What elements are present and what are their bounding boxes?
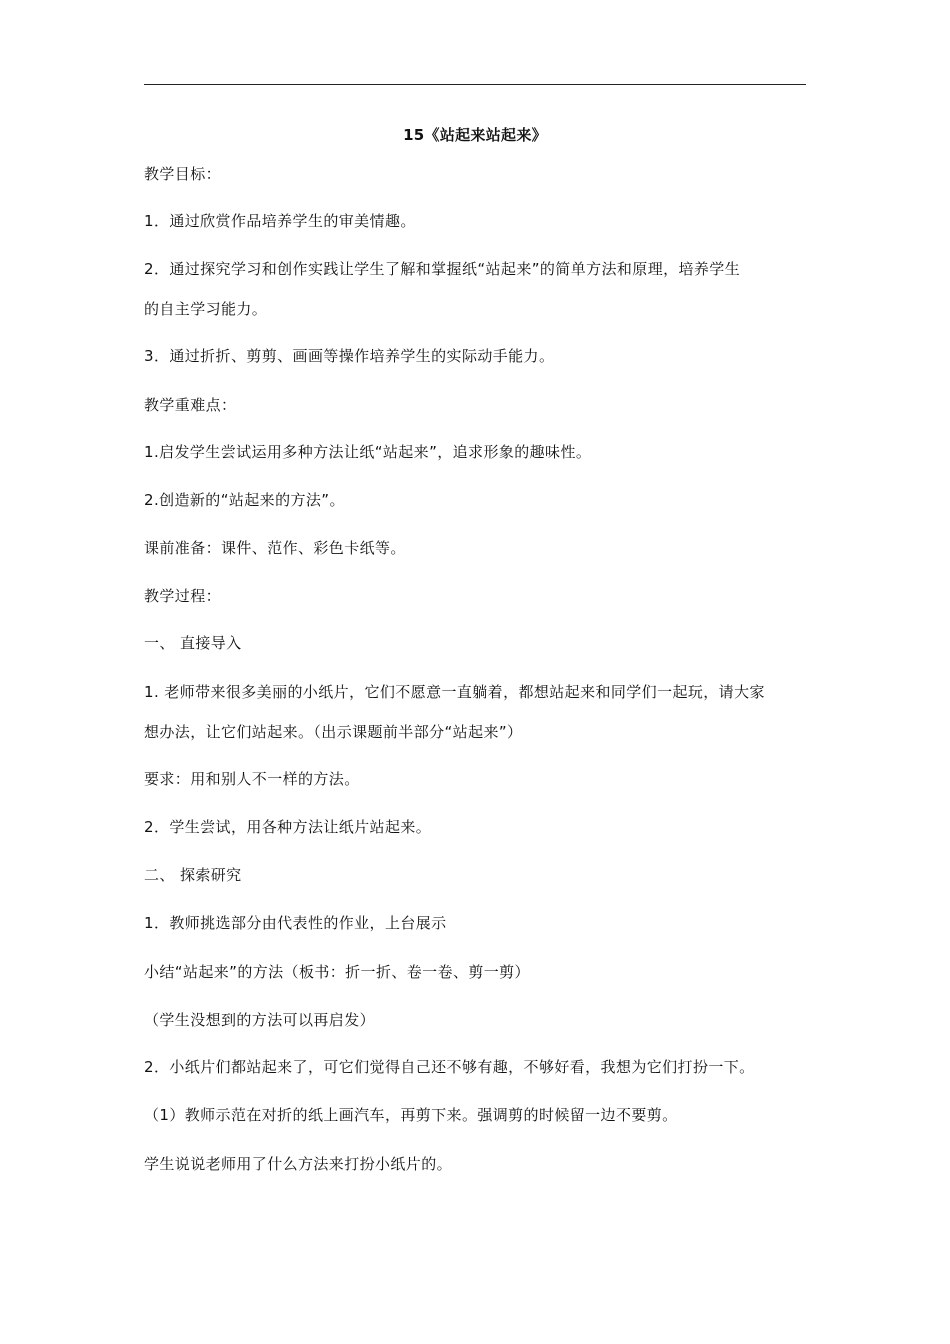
paragraph: 1．教师挑选部分由代表性的作业，上台展示	[144, 914, 447, 932]
paragraph: 的自主学习能力。	[144, 300, 268, 318]
paragraph: 2．学生尝试，用各种方法让纸片站起来。	[144, 818, 432, 836]
paragraph: 教学过程：	[144, 587, 222, 605]
paragraph: 学生说说老师用了什么方法来打扮小纸片的。	[144, 1155, 453, 1173]
paragraph: 2．通过探究学习和创作实践让学生了解和掌握纸“站起来”的简单方法和原理，培养学生	[144, 260, 741, 278]
paragraph: 1．通过欣赏作品培养学生的审美情趣。	[144, 212, 416, 230]
paragraph: 课前准备：课件、范作、彩色卡纸等。	[144, 539, 406, 557]
paragraph: 要求：用和别人不一样的方法。	[144, 770, 360, 788]
section-heading: 二、 探索研究	[144, 866, 242, 884]
section-heading: 一、 直接导入	[144, 634, 242, 652]
paragraph: （1）教师示范在对折的纸上画汽车，再剪下来。强调剪的时候留一边不要剪。	[144, 1106, 678, 1124]
paragraph: 1.启发学生尝试运用多种方法让纸“站起来”，追求形象的趣味性。	[144, 443, 592, 461]
paragraph: 3．通过折折、剪剪、画画等操作培养学生的实际动手能力。	[144, 347, 555, 365]
paragraph: 1. 老师带来很多美丽的小纸片，它们不愿意一直躺着，都想站起来和同学们一起玩，请大家	[144, 683, 765, 701]
paragraph: 教学目标：	[144, 165, 222, 183]
paragraph: 2．小纸片们都站起来了，可它们觉得自己还不够有趣，不够好看，我想为它们打扮一下。	[144, 1058, 755, 1076]
paragraph: 教学重难点：	[144, 396, 237, 414]
paragraph: （学生没想到的方法可以再启发）	[144, 1011, 376, 1029]
paragraph: 小结“站起来”的方法（板书：折一折、卷一卷、剪一剪）	[144, 963, 530, 981]
header-rule	[144, 84, 806, 85]
page-title: 15《站起来站起来》	[403, 126, 547, 144]
paragraph: 2.创造新的“站起来的方法”。	[144, 491, 345, 509]
paragraph: 想办法，让它们站起来。（出示课题前半部分“站起来”）	[144, 723, 523, 741]
